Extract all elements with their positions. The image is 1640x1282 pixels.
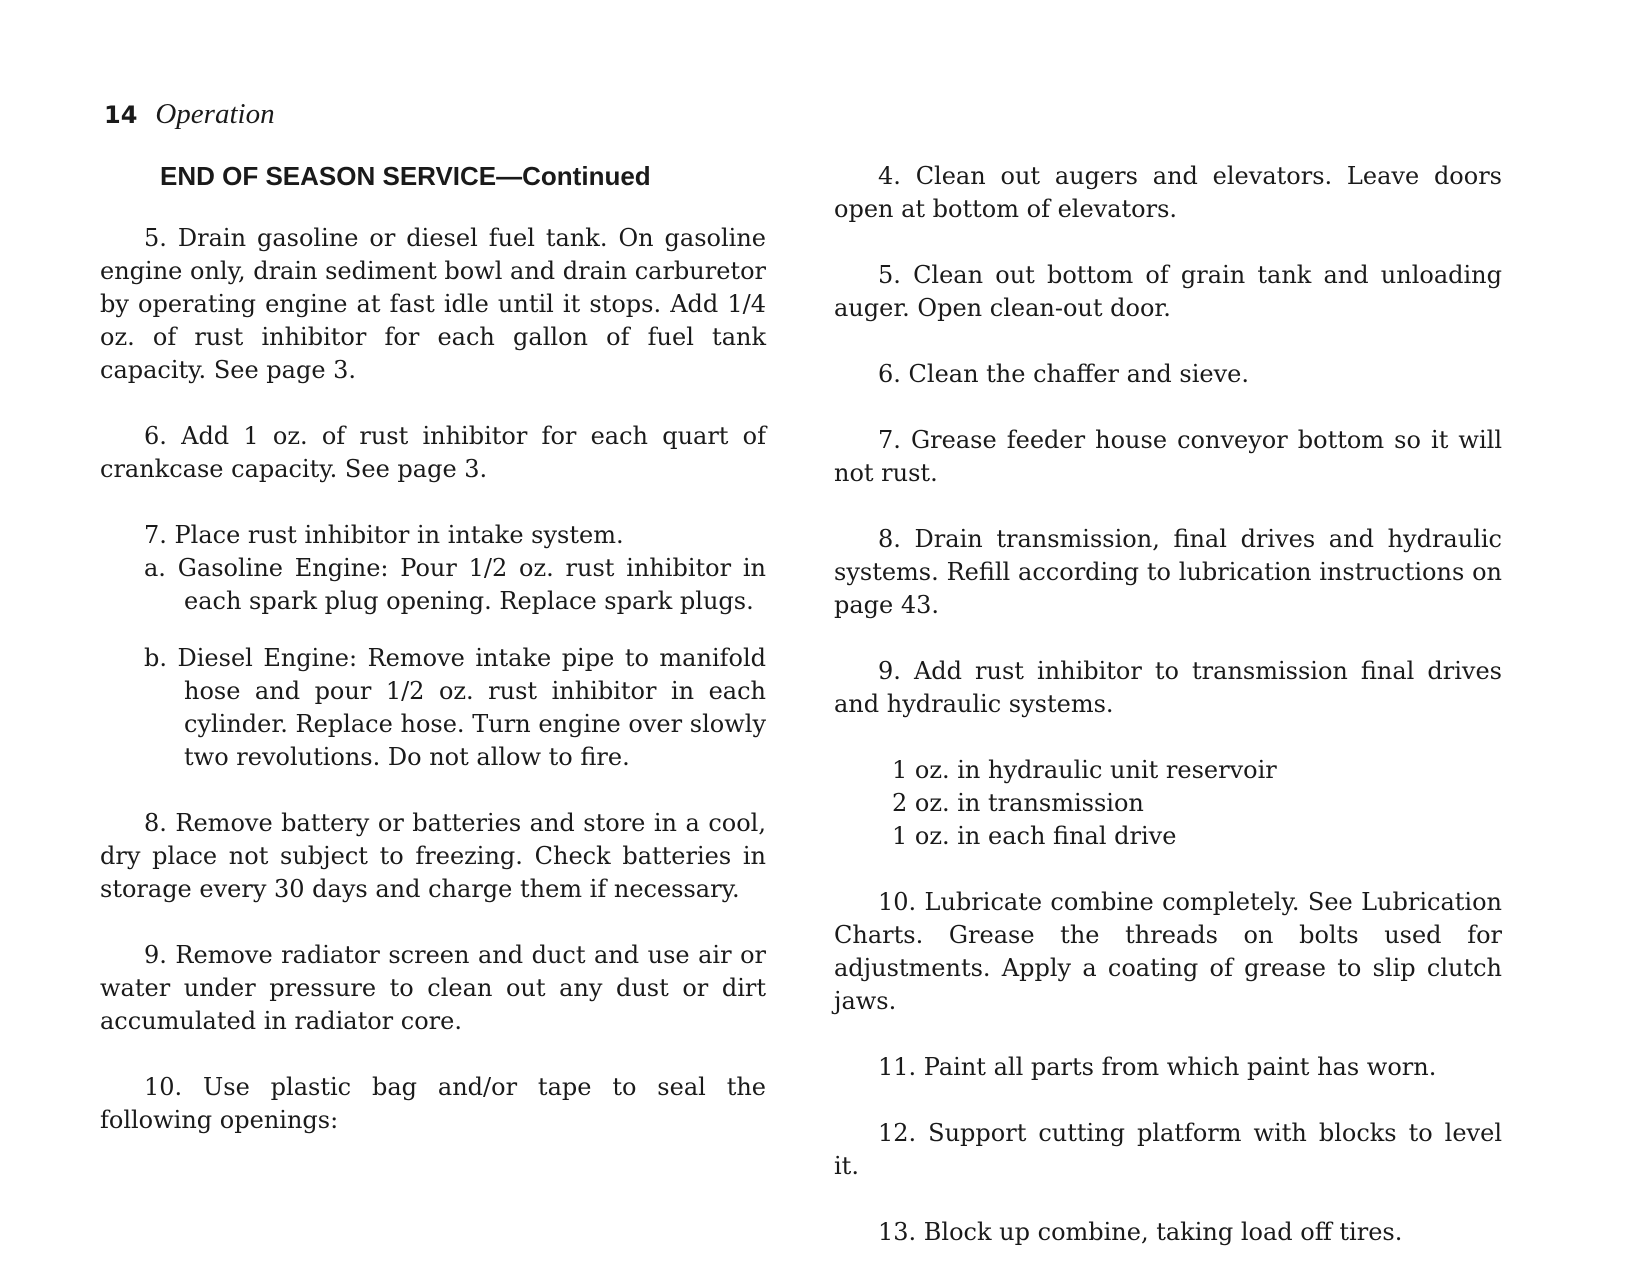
- step-12-support-platform: 12. Support cutting platform with blocks to level it.: [834, 1119, 1502, 1180]
- step-6-crankcase-inhibitor: 6. Add 1 oz. of rust inhibitor for each quart of crankcase capacity. See page 3.: [100, 422, 766, 483]
- step-6-clean-chaffer: 6. Clean the chaffer and sieve.: [878, 360, 1250, 388]
- step-9-radiator-screen: 9. Remove radiator screen and duct and use air or water under pressure to clean out any dust or dirt accumulated in radiator core.: [100, 941, 766, 1035]
- list-item: 2 oz. in transmission: [892, 789, 1144, 817]
- step-7a-gasoline-engine: a. Gasoline Engine: Pour 1/2 oz. rust inhibitor in each spark plug opening. Replace spark plugs.: [144, 554, 766, 615]
- step-7-grease-conveyor: 7. Grease feeder house conveyor bottom so it will not rust.: [834, 426, 1502, 487]
- step-13-block-up-combine: 13. Block up combine, taking load off tires.: [878, 1218, 1403, 1246]
- step-4-clean-augers: 4. Clean out augers and elevators. Leave doors open at bottom of elevators.: [834, 162, 1502, 223]
- right-column: [834, 160, 1502, 1282]
- list-item: 1 oz. in hydraulic unit reservoir: [892, 756, 1277, 784]
- step-7-intake-system: 7. Place rust inhibitor in intake system.: [144, 521, 624, 549]
- step-10-lubricate: 10. Lubricate combine completely. See Lubrication Charts. Grease the threads on bolts used for adjustments. Apply a coating of grease to slip clutch jaws.: [834, 888, 1502, 1015]
- step-9-add-inhibitor: 9. Add rust inhibitor to transmission final drives and hydraulic systems.: [834, 657, 1502, 718]
- step-8-drain-transmission: 8. Drain transmission, final drives and hydraulic systems. Refill according to lubrication instructions on page 43.: [834, 525, 1502, 619]
- step-5-drain-fuel-tank: 5. Drain gasoline or diesel fuel tank. On gasoline engine only, drain sediment bowl and drain carburetor by operating engine at fast idle until it stops. Add 1/4 oz. of rust inhibitor for each gallon of fuel tank capacity. See page 3.: [100, 224, 766, 384]
- section-title: END OF SEASON SERVICE—Continued: [160, 161, 651, 191]
- step-5-clean-grain-tank: 5. Clean out bottom of grain tank and unloading auger. Open clean-out door.: [834, 261, 1502, 322]
- section-name: Operation: [155, 98, 275, 130]
- step-10-seal-openings: 10. Use plastic bag and/or tape to seal the following openings:: [100, 1073, 766, 1134]
- page-number: 14: [104, 101, 138, 129]
- page-header: [104, 98, 275, 131]
- inhibitor-amount-list: [892, 754, 1502, 853]
- step-11-paint-parts: 11. Paint all parts from which paint has worn.: [878, 1053, 1437, 1081]
- step-8-remove-batteries: 8. Remove battery or batteries and store in a cool, dry place not subject to freezing. Check batteries in storage every 30 days and charge them if necessary.: [100, 809, 766, 903]
- step-7b-diesel-engine: b. Diesel Engine: Remove intake pipe to manifold hose and pour 1/2 oz. rust inhibitor in each cylinder. Replace hose. Turn engine over slowly two revolutions. Do not allow to fire.: [144, 644, 766, 771]
- left-column: [100, 160, 766, 1170]
- list-item: 1 oz. in each final drive: [892, 822, 1177, 850]
